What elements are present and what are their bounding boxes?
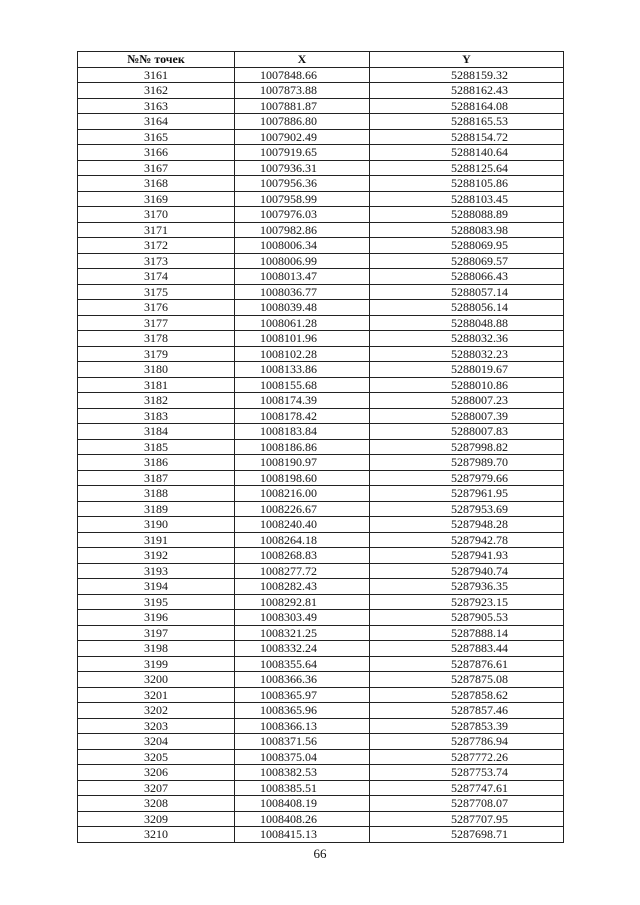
table-row	[78, 300, 564, 316]
point-number-cell: 3173	[78, 253, 235, 269]
table-row	[78, 749, 564, 765]
x-coordinate-cell: 1008133.86	[235, 362, 370, 378]
x-coordinate-cell: 1008240.40	[235, 517, 370, 533]
table-row	[78, 129, 564, 145]
y-coordinate-cell: 5287941.93	[370, 548, 564, 564]
y-coordinate-cell: 5287707.95	[370, 811, 564, 827]
y-coordinate-cell: 5288007.83	[370, 424, 564, 440]
point-number-cell: 3168	[78, 176, 235, 192]
x-coordinate-cell: 1008355.64	[235, 656, 370, 672]
point-number-cell: 3182	[78, 393, 235, 409]
point-number-cell: 3177	[78, 315, 235, 331]
y-coordinate-cell: 5288007.23	[370, 393, 564, 409]
table-row	[78, 408, 564, 424]
table-row	[78, 470, 564, 486]
y-coordinate-cell: 5287923.15	[370, 594, 564, 610]
table-row	[78, 145, 564, 161]
table-row	[78, 687, 564, 703]
x-coordinate-cell: 1008102.28	[235, 346, 370, 362]
table-row	[78, 284, 564, 300]
table-row	[78, 594, 564, 610]
table-row	[78, 827, 564, 843]
point-number-cell: 3181	[78, 377, 235, 393]
table-row	[78, 765, 564, 781]
x-coordinate-cell: 1008366.36	[235, 672, 370, 688]
point-number-cell: 3205	[78, 749, 235, 765]
point-number-cell: 3204	[78, 734, 235, 750]
y-coordinate-cell: 5288056.14	[370, 300, 564, 316]
y-coordinate-cell: 5287948.28	[370, 517, 564, 533]
point-number-cell: 3199	[78, 656, 235, 672]
table-row	[78, 780, 564, 796]
x-coordinate-cell: 1008183.84	[235, 424, 370, 440]
table-row	[78, 315, 564, 331]
table-row	[78, 393, 564, 409]
y-coordinate-cell: 5287989.70	[370, 455, 564, 471]
y-coordinate-cell: 5288019.67	[370, 362, 564, 378]
point-number-cell: 3166	[78, 145, 235, 161]
table-row	[78, 114, 564, 130]
x-coordinate-cell: 1008366.13	[235, 718, 370, 734]
table-row	[78, 207, 564, 223]
point-number-cell: 3196	[78, 610, 235, 626]
x-coordinate-cell: 1008101.96	[235, 331, 370, 347]
table-row	[78, 486, 564, 502]
point-number-cell: 3207	[78, 780, 235, 796]
y-coordinate-cell: 5287786.94	[370, 734, 564, 750]
y-coordinate-cell: 5287708.07	[370, 796, 564, 812]
point-number-cell: 3203	[78, 718, 235, 734]
x-coordinate-cell: 1007902.49	[235, 129, 370, 145]
point-number-cell: 3190	[78, 517, 235, 533]
table-row	[78, 563, 564, 579]
y-coordinate-cell: 5287772.26	[370, 749, 564, 765]
table-row	[78, 191, 564, 207]
point-number-cell: 3198	[78, 641, 235, 657]
y-coordinate-cell: 5287698.71	[370, 827, 564, 843]
table-row	[78, 346, 564, 362]
point-number-cell: 3175	[78, 284, 235, 300]
x-coordinate-cell: 1008282.43	[235, 579, 370, 595]
x-coordinate-cell: 1008216.00	[235, 486, 370, 502]
table-row	[78, 718, 564, 734]
x-coordinate-cell: 1008226.67	[235, 501, 370, 517]
point-number-cell: 3185	[78, 439, 235, 455]
y-coordinate-cell: 5288140.64	[370, 145, 564, 161]
point-number-cell: 3176	[78, 300, 235, 316]
x-coordinate-cell: 1008385.51	[235, 780, 370, 796]
point-number-cell: 3161	[78, 67, 235, 83]
x-coordinate-cell: 1007976.03	[235, 207, 370, 223]
table-row	[78, 610, 564, 626]
y-coordinate-cell: 5287857.46	[370, 703, 564, 719]
y-coordinate-cell: 5287853.39	[370, 718, 564, 734]
y-coordinate-cell: 5288032.36	[370, 331, 564, 347]
y-coordinate-cell: 5288007.39	[370, 408, 564, 424]
point-number-cell: 3188	[78, 486, 235, 502]
point-number-cell: 3193	[78, 563, 235, 579]
table-body	[78, 67, 564, 842]
x-coordinate-cell: 1008408.26	[235, 811, 370, 827]
x-coordinate-cell: 1008268.83	[235, 548, 370, 564]
table-row	[78, 424, 564, 440]
table-row	[78, 83, 564, 99]
x-coordinate-cell: 1008036.77	[235, 284, 370, 300]
header-y: Y	[370, 52, 564, 68]
point-number-cell: 3169	[78, 191, 235, 207]
table-header-row	[78, 52, 564, 68]
y-coordinate-cell: 5288083.98	[370, 222, 564, 238]
table-row	[78, 517, 564, 533]
point-number-cell: 3184	[78, 424, 235, 440]
y-coordinate-cell: 5287936.35	[370, 579, 564, 595]
point-number-cell: 3206	[78, 765, 235, 781]
header-x: X	[235, 52, 370, 68]
header-point-number: №№ точек	[78, 52, 235, 68]
point-number-cell: 3183	[78, 408, 235, 424]
x-coordinate-cell: 1007958.99	[235, 191, 370, 207]
table-row	[78, 377, 564, 393]
point-number-cell: 3180	[78, 362, 235, 378]
y-coordinate-cell: 5288159.32	[370, 67, 564, 83]
y-coordinate-cell: 5288066.43	[370, 269, 564, 285]
x-coordinate-cell: 1008013.47	[235, 269, 370, 285]
x-coordinate-cell: 1008039.48	[235, 300, 370, 316]
point-number-cell: 3170	[78, 207, 235, 223]
table-row	[78, 811, 564, 827]
table-row	[78, 269, 564, 285]
page-number: 66	[313, 846, 327, 861]
x-coordinate-cell: 1008198.60	[235, 470, 370, 486]
y-coordinate-cell: 5288057.14	[370, 284, 564, 300]
table-row	[78, 253, 564, 269]
table-row	[78, 672, 564, 688]
point-number-cell: 3200	[78, 672, 235, 688]
x-coordinate-cell: 1008264.18	[235, 532, 370, 548]
point-number-cell: 3178	[78, 331, 235, 347]
y-coordinate-cell: 5288164.08	[370, 98, 564, 114]
y-coordinate-cell: 5287998.82	[370, 439, 564, 455]
point-number-cell: 3210	[78, 827, 235, 843]
x-coordinate-cell: 1008190.97	[235, 455, 370, 471]
x-coordinate-cell: 1008365.97	[235, 687, 370, 703]
y-coordinate-cell: 5288165.53	[370, 114, 564, 130]
x-coordinate-cell: 1008375.04	[235, 749, 370, 765]
point-number-cell: 3187	[78, 470, 235, 486]
x-coordinate-cell: 1007881.87	[235, 98, 370, 114]
y-coordinate-cell: 5288032.23	[370, 346, 564, 362]
y-coordinate-cell: 5287883.44	[370, 641, 564, 657]
table-row	[78, 501, 564, 517]
table-row	[78, 703, 564, 719]
y-coordinate-cell: 5287961.95	[370, 486, 564, 502]
y-coordinate-cell: 5288048.88	[370, 315, 564, 331]
y-coordinate-cell: 5287905.53	[370, 610, 564, 626]
x-coordinate-cell: 1007982.86	[235, 222, 370, 238]
y-coordinate-cell: 5287940.74	[370, 563, 564, 579]
y-coordinate-cell: 5288088.89	[370, 207, 564, 223]
y-coordinate-cell: 5287888.14	[370, 625, 564, 641]
table-row	[78, 548, 564, 564]
x-coordinate-cell: 1008321.25	[235, 625, 370, 641]
table-row	[78, 656, 564, 672]
x-coordinate-cell: 1008371.56	[235, 734, 370, 750]
y-coordinate-cell: 5288069.57	[370, 253, 564, 269]
table-row	[78, 160, 564, 176]
x-coordinate-cell: 1007936.31	[235, 160, 370, 176]
point-number-cell: 3197	[78, 625, 235, 641]
x-coordinate-cell: 1008292.81	[235, 594, 370, 610]
x-coordinate-cell: 1008186.86	[235, 439, 370, 455]
x-coordinate-cell: 1007848.66	[235, 67, 370, 83]
point-number-cell: 3172	[78, 238, 235, 254]
table-row	[78, 238, 564, 254]
y-coordinate-cell: 5287753.74	[370, 765, 564, 781]
x-coordinate-cell: 1008178.42	[235, 408, 370, 424]
point-number-cell: 3202	[78, 703, 235, 719]
point-number-cell: 3191	[78, 532, 235, 548]
point-number-cell: 3179	[78, 346, 235, 362]
point-number-cell: 3192	[78, 548, 235, 564]
y-coordinate-cell: 5287953.69	[370, 501, 564, 517]
x-coordinate-cell: 1008415.13	[235, 827, 370, 843]
y-coordinate-cell: 5288125.64	[370, 160, 564, 176]
point-number-cell: 3208	[78, 796, 235, 812]
y-coordinate-cell: 5288069.95	[370, 238, 564, 254]
x-coordinate-cell: 1008277.72	[235, 563, 370, 579]
x-coordinate-cell: 1008303.49	[235, 610, 370, 626]
y-coordinate-cell: 5287876.61	[370, 656, 564, 672]
point-number-cell: 3201	[78, 687, 235, 703]
y-coordinate-cell: 5288010.86	[370, 377, 564, 393]
y-coordinate-cell: 5287875.08	[370, 672, 564, 688]
table-row	[78, 796, 564, 812]
table-row	[78, 362, 564, 378]
coordinates-table	[77, 51, 564, 843]
point-number-cell: 3174	[78, 269, 235, 285]
x-coordinate-cell: 1008006.99	[235, 253, 370, 269]
point-number-cell: 3164	[78, 114, 235, 130]
point-number-cell: 3189	[78, 501, 235, 517]
x-coordinate-cell: 1007873.88	[235, 83, 370, 99]
x-coordinate-cell: 1007919.65	[235, 145, 370, 161]
point-number-cell: 3171	[78, 222, 235, 238]
table-row	[78, 98, 564, 114]
x-coordinate-cell: 1008408.19	[235, 796, 370, 812]
x-coordinate-cell: 1008365.96	[235, 703, 370, 719]
point-number-cell: 3165	[78, 129, 235, 145]
table-row	[78, 734, 564, 750]
y-coordinate-cell: 5288103.45	[370, 191, 564, 207]
x-coordinate-cell: 1008155.68	[235, 377, 370, 393]
y-coordinate-cell: 5288162.43	[370, 83, 564, 99]
point-number-cell: 3162	[78, 83, 235, 99]
point-number-cell: 3194	[78, 579, 235, 595]
y-coordinate-cell: 5287858.62	[370, 687, 564, 703]
x-coordinate-cell: 1008174.39	[235, 393, 370, 409]
x-coordinate-cell: 1008006.34	[235, 238, 370, 254]
x-coordinate-cell: 1008382.53	[235, 765, 370, 781]
y-coordinate-cell: 5288154.72	[370, 129, 564, 145]
table-row	[78, 439, 564, 455]
x-coordinate-cell: 1008332.24	[235, 641, 370, 657]
x-coordinate-cell: 1008061.28	[235, 315, 370, 331]
x-coordinate-cell: 1007886.80	[235, 114, 370, 130]
point-number-cell: 3195	[78, 594, 235, 610]
point-number-cell: 3167	[78, 160, 235, 176]
table-row	[78, 176, 564, 192]
table-row	[78, 222, 564, 238]
table-row	[78, 625, 564, 641]
point-number-cell: 3209	[78, 811, 235, 827]
point-number-cell: 3186	[78, 455, 235, 471]
y-coordinate-cell: 5287747.61	[370, 780, 564, 796]
y-coordinate-cell: 5287979.66	[370, 470, 564, 486]
table-row	[78, 579, 564, 595]
table-row	[78, 331, 564, 347]
y-coordinate-cell: 5287942.78	[370, 532, 564, 548]
y-coordinate-cell: 5288105.86	[370, 176, 564, 192]
point-number-cell: 3163	[78, 98, 235, 114]
table-row	[78, 67, 564, 83]
table-row	[78, 532, 564, 548]
table-row	[78, 641, 564, 657]
x-coordinate-cell: 1007956.36	[235, 176, 370, 192]
table-row	[78, 455, 564, 471]
